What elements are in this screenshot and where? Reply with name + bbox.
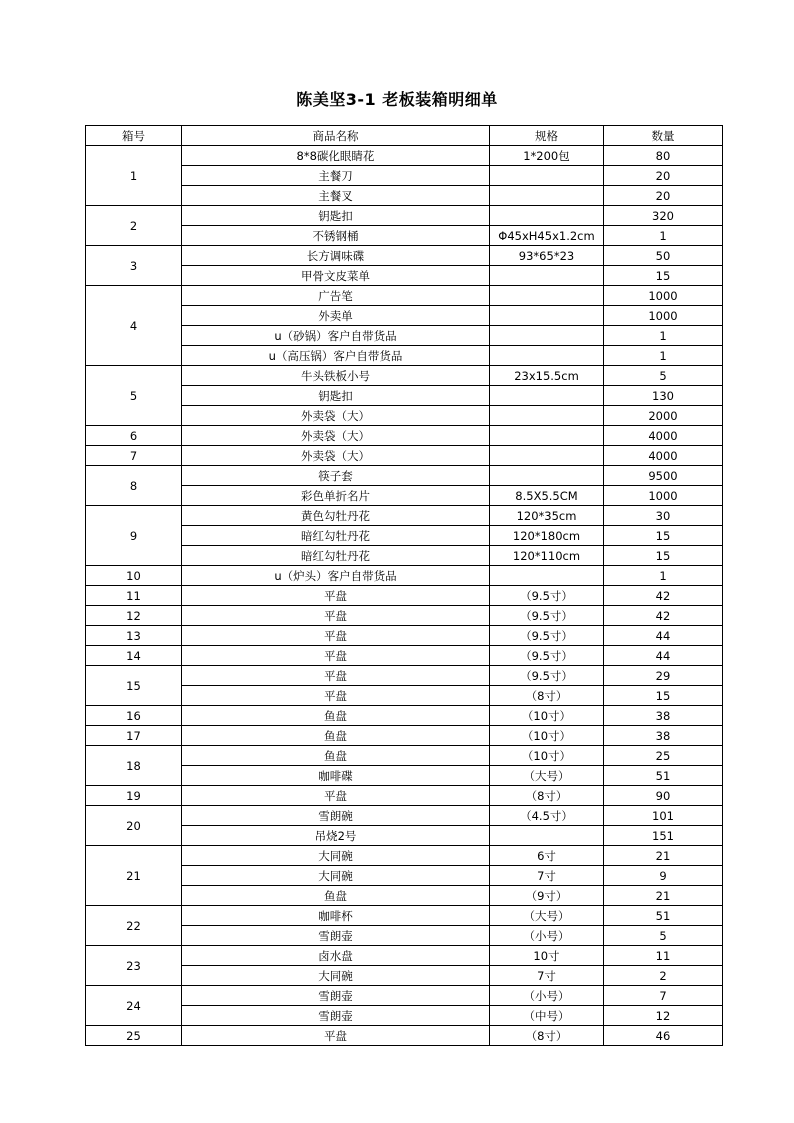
quantity-cell: 1: [604, 226, 723, 246]
product-name-cell: 甲骨文皮菜单: [182, 266, 490, 286]
product-name-cell: 外卖单: [182, 306, 490, 326]
product-name-cell: 外卖袋（大）: [182, 446, 490, 466]
quantity-cell: 20: [604, 166, 723, 186]
table-row: [86, 726, 723, 746]
table-row: [86, 626, 723, 646]
table-row: [86, 606, 723, 626]
box-number-cell: 10: [86, 566, 182, 586]
product-name-cell: 卤水盘: [182, 946, 490, 966]
table-header-row: [86, 126, 723, 146]
product-name-cell: 主餐刀: [182, 166, 490, 186]
box-number-cell: 21: [86, 846, 182, 906]
quantity-cell: 25: [604, 746, 723, 766]
spec-cell: [490, 406, 604, 426]
box-number-cell: 14: [86, 646, 182, 666]
quantity-cell: 21: [604, 886, 723, 906]
spec-cell: [490, 166, 604, 186]
table-row: [86, 466, 723, 486]
product-name-cell: 外卖袋（大）: [182, 426, 490, 446]
spec-cell: 1*200包: [490, 146, 604, 166]
quantity-cell: 151: [604, 826, 723, 846]
quantity-cell: 42: [604, 606, 723, 626]
spec-cell: 7寸: [490, 966, 604, 986]
product-name-cell: 黄色勾牡丹花: [182, 506, 490, 526]
quantity-cell: 1: [604, 566, 723, 586]
table-row: [86, 146, 723, 166]
box-number-cell: 13: [86, 626, 182, 646]
table-row: [86, 486, 723, 506]
table-row: [86, 206, 723, 226]
product-name-cell: 8*8碳化眼睛花: [182, 146, 490, 166]
product-name-cell: 主餐叉: [182, 186, 490, 206]
table-row: [86, 666, 723, 686]
table-row: [86, 306, 723, 326]
box-number-cell: 23: [86, 946, 182, 986]
quantity-cell: 38: [604, 726, 723, 746]
spec-cell: [490, 386, 604, 406]
box-number-cell: 19: [86, 786, 182, 806]
box-number-cell: 6: [86, 426, 182, 446]
quantity-cell: 7: [604, 986, 723, 1006]
product-name-cell: 吊烧2号: [182, 826, 490, 846]
spec-cell: [490, 446, 604, 466]
product-name-cell: 暗红勾牡丹花: [182, 546, 490, 566]
header-box-no: 箱号: [86, 126, 182, 146]
spec-cell: （9.5寸）: [490, 626, 604, 646]
product-name-cell: 鱼盘: [182, 706, 490, 726]
table-row: [86, 446, 723, 466]
quantity-cell: 21: [604, 846, 723, 866]
product-name-cell: 大同碗: [182, 866, 490, 886]
quantity-cell: 15: [604, 526, 723, 546]
product-name-cell: 咖啡碟: [182, 766, 490, 786]
table-row: [86, 566, 723, 586]
table-row: [86, 826, 723, 846]
quantity-cell: 38: [604, 706, 723, 726]
table-row: [86, 166, 723, 186]
table-row: [86, 886, 723, 906]
quantity-cell: 15: [604, 546, 723, 566]
spec-cell: [490, 346, 604, 366]
product-name-cell: 彩色单折名片: [182, 486, 490, 506]
spec-cell: （10寸）: [490, 706, 604, 726]
table-body: [86, 146, 723, 1046]
quantity-cell: 1: [604, 326, 723, 346]
quantity-cell: 44: [604, 646, 723, 666]
box-number-cell: 9: [86, 506, 182, 566]
quantity-cell: 44: [604, 626, 723, 646]
box-number-cell: 25: [86, 1026, 182, 1046]
spec-cell: [490, 306, 604, 326]
box-number-cell: 11: [86, 586, 182, 606]
box-number-cell: 5: [86, 366, 182, 426]
quantity-cell: 80: [604, 146, 723, 166]
box-number-cell: 3: [86, 246, 182, 286]
quantity-cell: 42: [604, 586, 723, 606]
table-row: [86, 766, 723, 786]
box-number-cell: 1: [86, 146, 182, 206]
product-name-cell: 平盘: [182, 586, 490, 606]
box-number-cell: 24: [86, 986, 182, 1026]
product-name-cell: 平盘: [182, 686, 490, 706]
table-row: [86, 686, 723, 706]
quantity-cell: 50: [604, 246, 723, 266]
quantity-cell: 29: [604, 666, 723, 686]
quantity-cell: 101: [604, 806, 723, 826]
table-row: [86, 586, 723, 606]
quantity-cell: 90: [604, 786, 723, 806]
box-number-cell: 18: [86, 746, 182, 786]
spec-cell: [490, 286, 604, 306]
product-name-cell: 钥匙扣: [182, 386, 490, 406]
spec-cell: 8.5X5.5CM: [490, 486, 604, 506]
box-number-cell: 12: [86, 606, 182, 626]
quantity-cell: 5: [604, 366, 723, 386]
box-number-cell: 15: [86, 666, 182, 706]
table-row: [86, 906, 723, 926]
box-number-cell: 22: [86, 906, 182, 946]
spec-cell: [490, 266, 604, 286]
spec-cell: Φ45xH45x1.2cm: [490, 226, 604, 246]
table-row: [86, 266, 723, 286]
product-name-cell: u（炉头）客户自带货品: [182, 566, 490, 586]
table-row: [86, 1006, 723, 1026]
spec-cell: （9.5寸）: [490, 646, 604, 666]
spec-cell: [490, 206, 604, 226]
product-name-cell: 鱼盘: [182, 886, 490, 906]
product-name-cell: 大同碗: [182, 846, 490, 866]
quantity-cell: 15: [604, 266, 723, 286]
product-name-cell: 钥匙扣: [182, 206, 490, 226]
packing-list-table: [85, 125, 723, 1046]
table-row: [86, 246, 723, 266]
quantity-cell: 2000: [604, 406, 723, 426]
table-row: [86, 986, 723, 1006]
product-name-cell: 外卖袋（大）: [182, 406, 490, 426]
table-row: [86, 546, 723, 566]
table-row: [86, 946, 723, 966]
quantity-cell: 30: [604, 506, 723, 526]
product-name-cell: 鱼盘: [182, 746, 490, 766]
table-row: [86, 226, 723, 246]
quantity-cell: 15: [604, 686, 723, 706]
spec-cell: （10寸）: [490, 746, 604, 766]
product-name-cell: 大同碗: [182, 966, 490, 986]
quantity-cell: 1000: [604, 306, 723, 326]
quantity-cell: 9: [604, 866, 723, 886]
header-spec: 规格: [490, 126, 604, 146]
table-row: [86, 386, 723, 406]
product-name-cell: 平盘: [182, 606, 490, 626]
quantity-cell: 4000: [604, 446, 723, 466]
product-name-cell: 平盘: [182, 626, 490, 646]
quantity-cell: 1000: [604, 486, 723, 506]
box-number-cell: 4: [86, 286, 182, 366]
table-row: [86, 286, 723, 306]
product-name-cell: 平盘: [182, 786, 490, 806]
spec-cell: （9.5寸）: [490, 586, 604, 606]
product-name-cell: 筷子套: [182, 466, 490, 486]
spec-cell: [490, 826, 604, 846]
spec-cell: [490, 186, 604, 206]
product-name-cell: 平盘: [182, 1026, 490, 1046]
product-name-cell: 雪朗碗: [182, 806, 490, 826]
product-name-cell: 咖啡杯: [182, 906, 490, 926]
spec-cell: 120*110cm: [490, 546, 604, 566]
spec-cell: （小号）: [490, 926, 604, 946]
spec-cell: （4.5寸）: [490, 806, 604, 826]
spec-cell: （10寸）: [490, 726, 604, 746]
spec-cell: 120*35cm: [490, 506, 604, 526]
box-number-cell: 20: [86, 806, 182, 846]
spec-cell: 6寸: [490, 846, 604, 866]
box-number-cell: 16: [86, 706, 182, 726]
spec-cell: （8寸）: [490, 1026, 604, 1046]
table-row: [86, 186, 723, 206]
product-name-cell: 不锈钢桶: [182, 226, 490, 246]
spec-cell: [490, 566, 604, 586]
table-row: [86, 786, 723, 806]
quantity-cell: 320: [604, 206, 723, 226]
spec-cell: 23x15.5cm: [490, 366, 604, 386]
spec-cell: （大号）: [490, 906, 604, 926]
spec-cell: （9.5寸）: [490, 666, 604, 686]
spec-cell: （中号）: [490, 1006, 604, 1026]
table-row: [86, 1026, 723, 1046]
spec-cell: （9.5寸）: [490, 606, 604, 626]
table-row: [86, 326, 723, 346]
spec-cell: （9寸）: [490, 886, 604, 906]
table-row: [86, 346, 723, 366]
table-row: [86, 706, 723, 726]
product-name-cell: 雪朗壶: [182, 926, 490, 946]
table-row: [86, 406, 723, 426]
quantity-cell: 46: [604, 1026, 723, 1046]
spec-cell: （8寸）: [490, 686, 604, 706]
quantity-cell: 130: [604, 386, 723, 406]
table-row: [86, 526, 723, 546]
product-name-cell: 鱼盘: [182, 726, 490, 746]
product-name-cell: 广告笔: [182, 286, 490, 306]
quantity-cell: 12: [604, 1006, 723, 1026]
quantity-cell: 5: [604, 926, 723, 946]
spec-cell: 7寸: [490, 866, 604, 886]
product-name-cell: 牛头铁板小号: [182, 366, 490, 386]
table-row: [86, 426, 723, 446]
spec-cell: （8寸）: [490, 786, 604, 806]
quantity-cell: 20: [604, 186, 723, 206]
box-number-cell: 8: [86, 466, 182, 506]
table-row: [86, 926, 723, 946]
box-number-cell: 7: [86, 446, 182, 466]
spec-cell: [490, 426, 604, 446]
spec-cell: [490, 466, 604, 486]
spec-cell: （大号）: [490, 766, 604, 786]
table-row: [86, 846, 723, 866]
table-row: [86, 806, 723, 826]
quantity-cell: 9500: [604, 466, 723, 486]
product-name-cell: u（砂锅）客户自带货品: [182, 326, 490, 346]
quantity-cell: 51: [604, 906, 723, 926]
quantity-cell: 2: [604, 966, 723, 986]
table-row: [86, 506, 723, 526]
quantity-cell: 11: [604, 946, 723, 966]
table-row: [86, 966, 723, 986]
product-name-cell: 暗红勾牡丹花: [182, 526, 490, 546]
header-product-name: 商品名称: [182, 126, 490, 146]
quantity-cell: 1: [604, 346, 723, 366]
quantity-cell: 4000: [604, 426, 723, 446]
spec-cell: 93*65*23: [490, 246, 604, 266]
table-row: [86, 866, 723, 886]
product-name-cell: 长方调味碟: [182, 246, 490, 266]
quantity-cell: 1000: [604, 286, 723, 306]
spec-cell: 120*180cm: [490, 526, 604, 546]
table-row: [86, 746, 723, 766]
table-row: [86, 366, 723, 386]
quantity-cell: 51: [604, 766, 723, 786]
box-number-cell: 17: [86, 726, 182, 746]
product-name-cell: 雪朗壶: [182, 986, 490, 1006]
spec-cell: [490, 326, 604, 346]
spec-cell: 10寸: [490, 946, 604, 966]
header-quantity: 数量: [604, 126, 723, 146]
table-row: [86, 646, 723, 666]
product-name-cell: 平盘: [182, 646, 490, 666]
product-name-cell: 平盘: [182, 666, 490, 686]
box-number-cell: 2: [86, 206, 182, 246]
spec-cell: （小号）: [490, 986, 604, 1006]
product-name-cell: u（高压锅）客户自带货品: [182, 346, 490, 366]
page-title: 陈美坚3-1 老板装箱明细单: [296, 90, 498, 109]
product-name-cell: 雪朗壶: [182, 1006, 490, 1026]
